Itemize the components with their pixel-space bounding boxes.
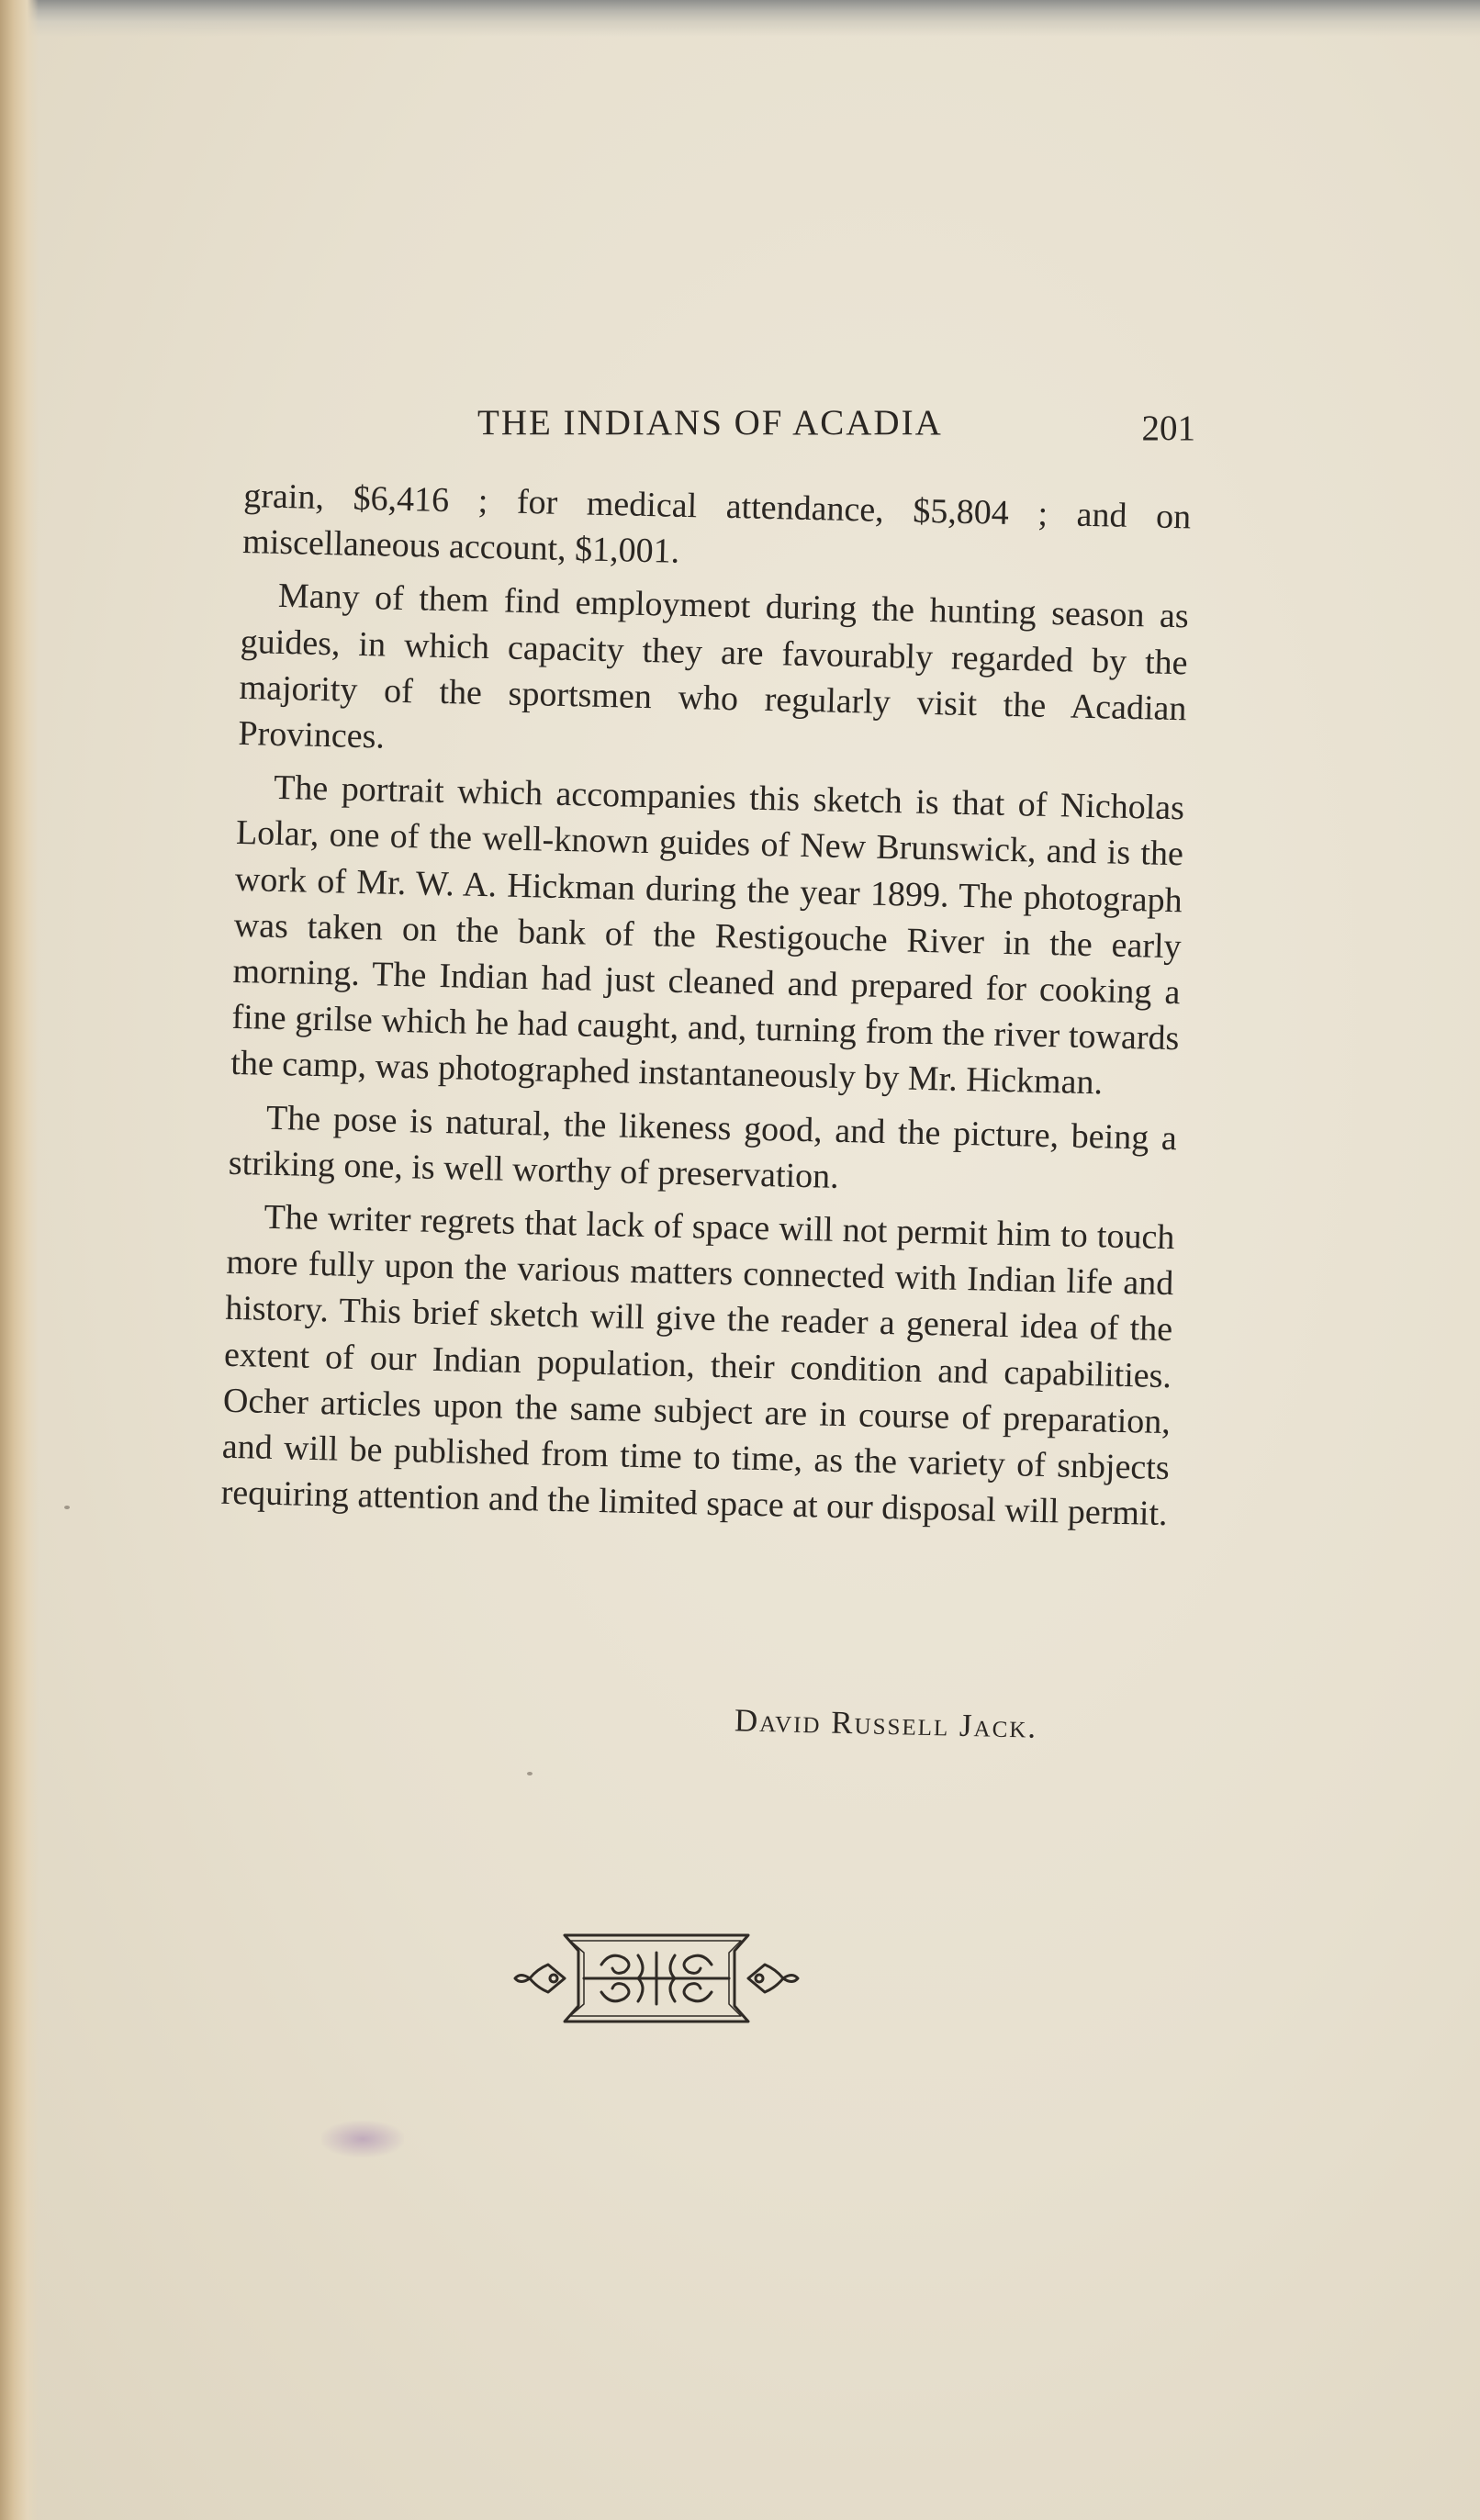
body-text (220, 473, 1192, 1545)
paragraph-4: The pose is natural, the likeness good, and the picture, being a striking one, is well worthy of preservation. (228, 1098, 1178, 1196)
decorative-tailpiece-icon (510, 1928, 803, 2029)
ink-stain (321, 2121, 404, 2157)
running-head: THE INDIANS OF ACADIA (477, 403, 943, 442)
paper-speck (64, 1506, 70, 1509)
author-signature: David Russell Jack. (734, 1702, 1038, 1745)
page-header (266, 402, 1195, 457)
paragraph-2: Many of them find employmeɒt during the hunting season as guides, in which capacity they are favourably regarded by the majority of the sportsmen who regularly visit the Acadian Provinces. (238, 577, 1190, 756)
paragraph-3: The portrait which accompanies this sketch is that of Nicholas Lolar, one of the well-known guides of New Brunswick, and is the work of Mr. W. A. Hickman during the year 1899. The photograph was taken on the bank of the Restigouche River in the early morning. The Indian had just cleaned and prepared for cooking a fine grilse which he had caught, and, turning from the river towards the camp, was photographed instantaneously by Mr. Hickman. (230, 768, 1185, 1103)
paper-speck (527, 1772, 533, 1775)
binding-gutter (0, 0, 39, 2520)
page-top-edge (0, 0, 1480, 37)
page-number: 201 (1141, 409, 1195, 448)
paragraph-1: grain, $6,416 ; for medical attendance, $5,804 ; and on miscellaneous account, $1,001. (241, 476, 1192, 571)
paragraph-5: The writer regrets that lack of space will not permit him to touch more fully upon the various matters connected with Indian life and history. This brief sketch will give the reader a general idea of the extent of our Indian population, their condition and capabilities. Ocher articles upon the same subject are in course of preparation, and will be published from time to time, as the variety of snbjects requiring attention and the limited space at our disposal will permit. (220, 1197, 1175, 1534)
